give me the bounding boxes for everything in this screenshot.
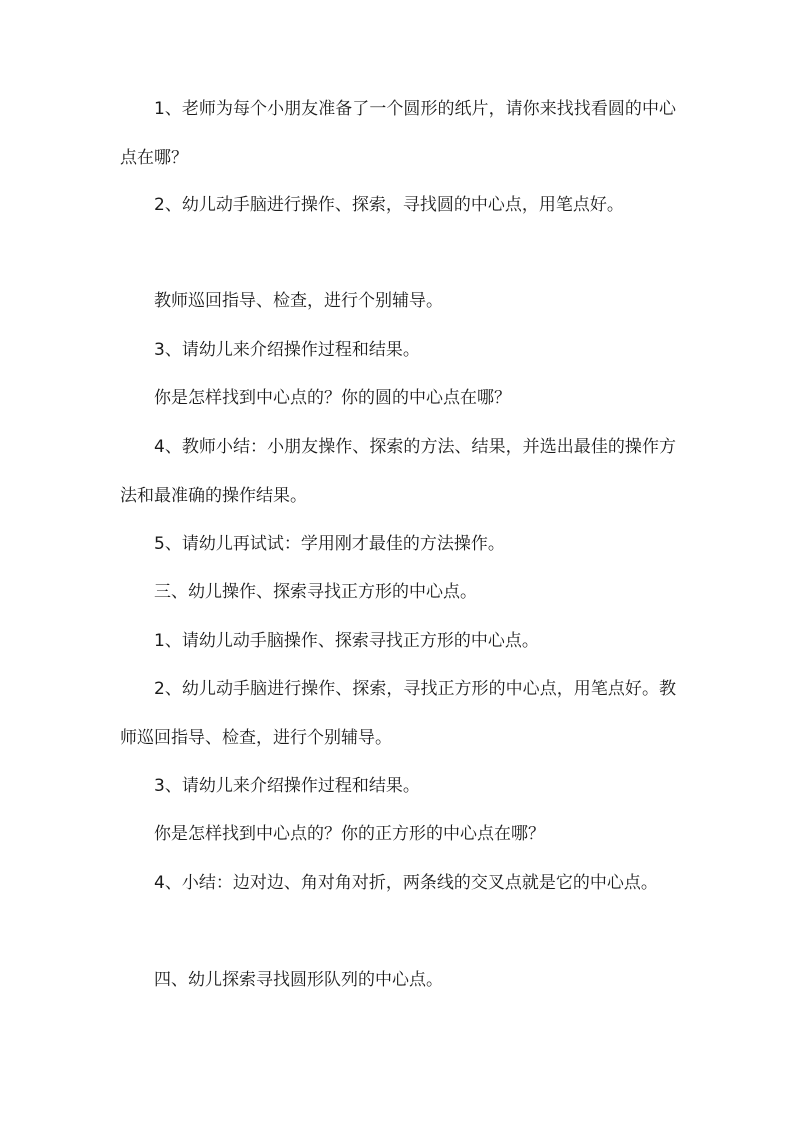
- paragraph-circle-operate: 2、幼儿动手脑进行操作、探索，寻找圆的中心点，用笔点好。: [154, 195, 624, 215]
- paragraph-teacher-summary: 4、教师小结：小朋友操作、探索的方法、结果，并选出最佳的操作方法和最准确的操作结果。: [120, 437, 676, 506]
- paragraph-square-question: 你是怎样找到中心点的？你的正方形的中心点在哪？: [154, 824, 545, 844]
- paragraph-teacher-guide: 教师巡回指导、检查，进行个别辅导。: [154, 291, 443, 311]
- paragraph-retry: 5、请幼儿再试试：学用刚才最佳的方法操作。: [154, 534, 505, 554]
- paragraph-square-present: 3、请幼儿来介绍操作过程和结果。: [154, 776, 420, 796]
- section-heading-circle-queue: 四、幼儿探索寻找圆形队列的中心点。: [154, 970, 443, 990]
- paragraph-square-operate: 2、幼儿动手脑进行操作、探索，寻找正方形的中心点，用笔点好。教师巡回指导、检查，进行个别辅导。: [120, 679, 676, 748]
- paragraph-circle-question: 你是怎样找到中心点的？你的圆的中心点在哪？: [154, 388, 511, 408]
- paragraph-circle-present: 3、请幼儿来介绍操作过程和结果。: [154, 340, 420, 360]
- paragraph-circle-task: 1、老师为每个小朋友准备了一个圆形的纸片，请你来找找看圆的中心点在哪？: [120, 99, 676, 168]
- paragraph-square-summary: 4、小结：边对边、角对角对折，两条线的交叉点就是它的中心点。: [154, 873, 658, 893]
- paragraph-square-task: 1、请幼儿动手脑操作、探索寻找正方形的中心点。: [154, 631, 539, 651]
- section-heading-square: 三、幼儿操作、探索寻找正方形的中心点。: [154, 582, 477, 602]
